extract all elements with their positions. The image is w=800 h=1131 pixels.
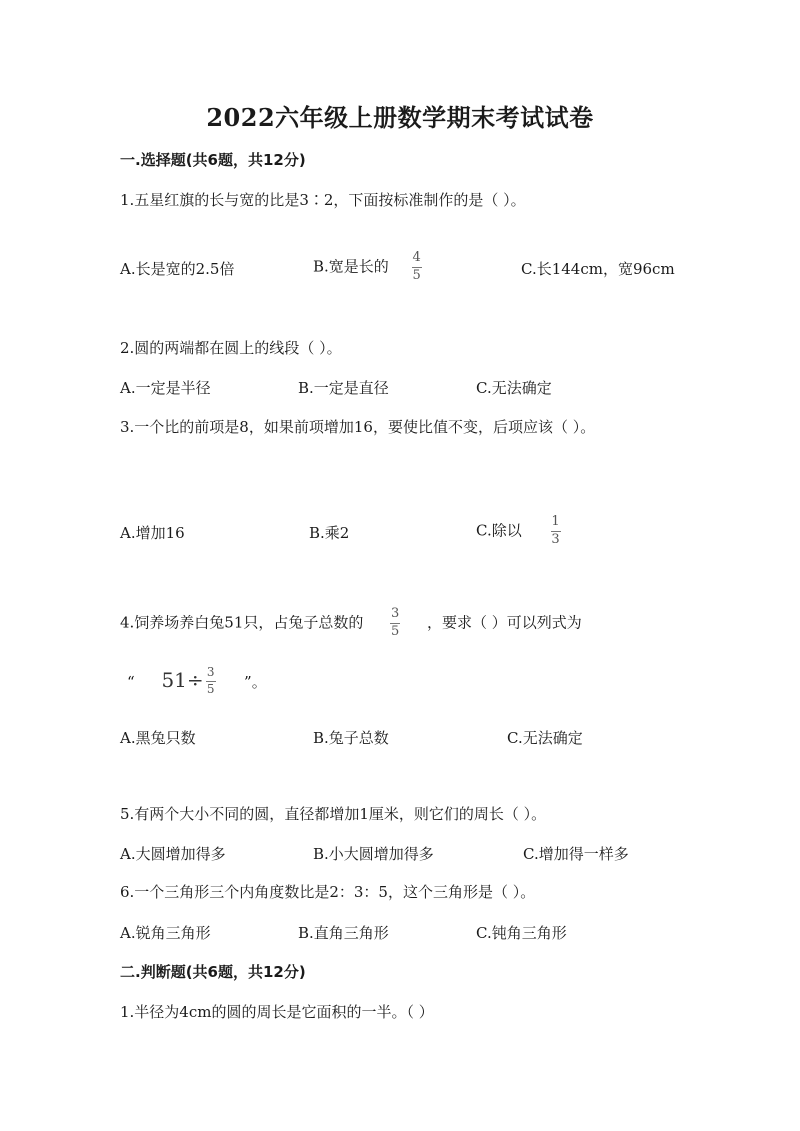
q1-option-c: C.长144cm，宽96cm: [521, 260, 675, 278]
q6-option-b: B.直角三角形: [298, 924, 389, 942]
section-heading-choice: 一.选择题(共6题，共12分): [120, 151, 306, 169]
q4-formula-line: [127, 666, 267, 697]
q1-option-a: A.长是宽的2.5倍: [120, 260, 235, 278]
q4-option-a: A.黑兔只数: [120, 729, 196, 747]
q2-option-a: A.一定是半径: [120, 379, 211, 397]
q2-option-b: B.一定是直径: [298, 379, 389, 397]
q4-quote-close: ”。: [244, 672, 267, 691]
q4-text-prefix: 4.饲养场养白兔51只，占兔子总数的: [120, 613, 364, 632]
q4-quote-open: “: [127, 672, 135, 691]
question-2-text: 2.圆的两端都在圆上的线段（ ）。: [120, 339, 342, 357]
fraction-numerator: 4: [412, 250, 421, 265]
q5-option-b: B.小大圆增加得多: [313, 845, 434, 863]
q4-expression-fraction: [206, 666, 216, 697]
question-3-text: 3.一个比的前项是8，如果前项增加16，要使比值不变，后项应该（ ）。: [120, 418, 596, 436]
q3-option-a: A.增加16: [120, 524, 185, 542]
fraction-numerator: 1: [551, 514, 560, 529]
q4-expression: [161, 665, 222, 696]
q6-option-c: C.钝角三角形: [476, 924, 567, 942]
q4-text-suffix: ，要求（ ）可以列式为: [426, 613, 582, 632]
q3-option-b: B.乘2: [309, 524, 350, 542]
q1-option-b-label: B.宽是长的: [313, 257, 389, 276]
q6-option-a: A.锐角三角形: [120, 924, 211, 942]
q4-option-b: B.兔子总数: [313, 729, 389, 747]
q4-option-c: C.无法确定: [507, 729, 583, 747]
q1-option-b: [313, 251, 422, 284]
page-title: 2022六年级上册数学期末考试试卷: [206, 103, 594, 132]
q3-option-c-fraction: [551, 515, 561, 548]
fraction-denominator: 5: [391, 623, 400, 639]
q5-option-c: C.增加得一样多: [523, 845, 629, 863]
section-heading-judgment: 二.判断题(共6题，共12分): [120, 963, 306, 981]
q3-option-c: [476, 515, 561, 548]
question-1-text: 1.五星红旗的长与宽的比是3∶2，下面按标准制作的是（ ）。: [120, 191, 526, 209]
question-6-text: 6.一个三角形三个内角度数比是2：3：5，这个三角形是（ ）。: [120, 883, 536, 901]
fraction-denominator: 3: [551, 531, 560, 547]
fraction-denominator: 5: [412, 267, 421, 283]
judgment-question-1-text: 1.半径为4cm的圆的周长是它面积的一半。（ ）: [120, 1003, 434, 1021]
question-4-text: [120, 607, 582, 640]
question-5-text: 5.有两个大小不同的圆，直径都增加1厘米，则它们的周长（ ）。: [120, 805, 547, 823]
q5-option-a: A.大圆增加得多: [120, 845, 226, 863]
q2-option-c: C.无法确定: [476, 379, 552, 397]
q3-option-c-label: C.除以: [476, 521, 522, 540]
fraction-denominator: 5: [206, 681, 215, 696]
fraction-numerator: 3: [391, 606, 400, 621]
fraction-numerator: 3: [206, 665, 215, 679]
q4-fraction: [390, 607, 400, 640]
q1-option-b-fraction: [412, 251, 422, 284]
q4-expression-main: 51÷: [161, 667, 204, 692]
